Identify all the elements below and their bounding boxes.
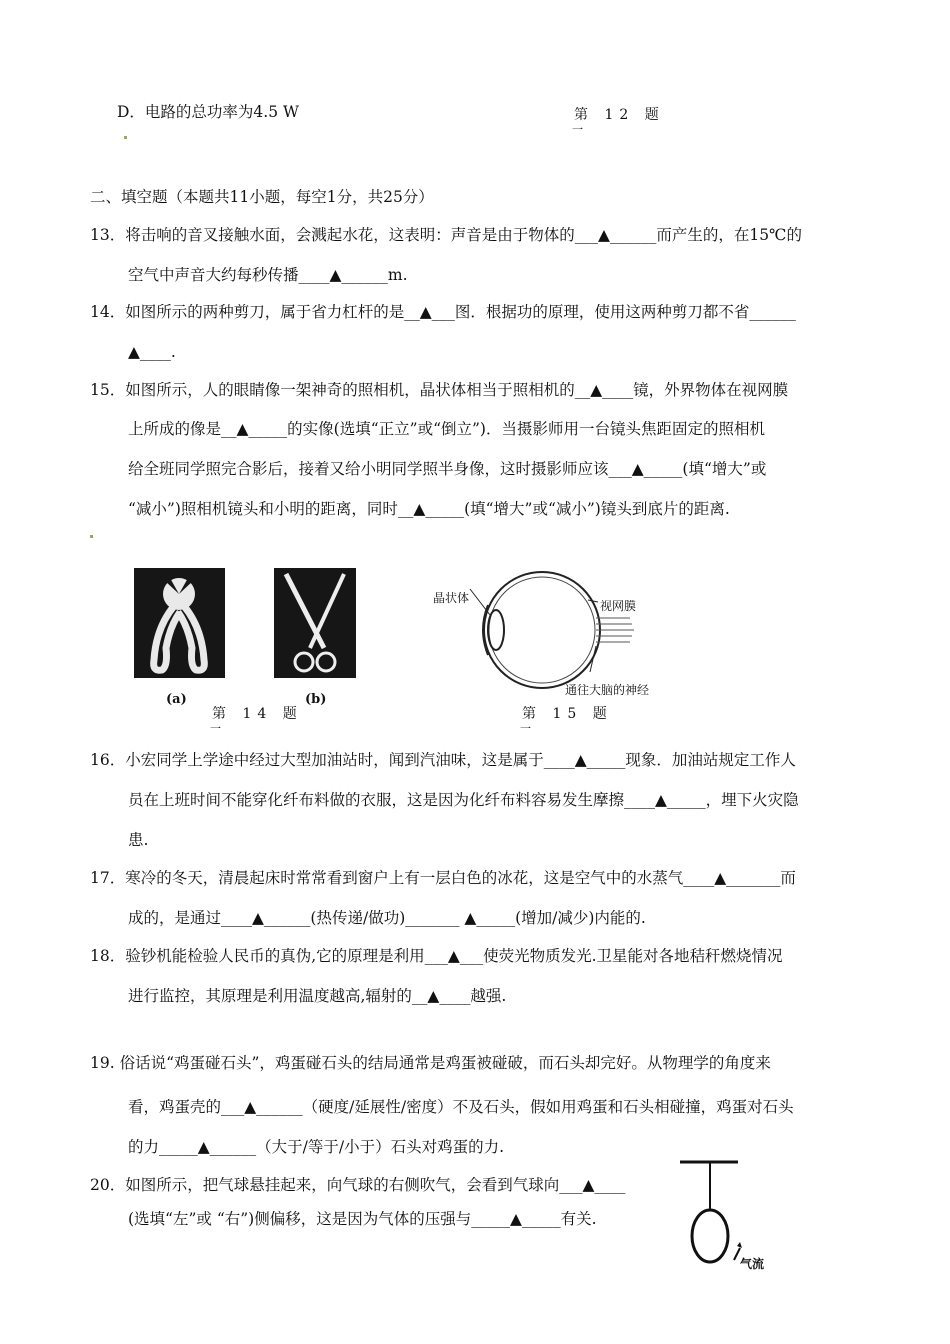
lens-label: 晶状体	[433, 591, 470, 605]
scan-mark	[124, 136, 127, 139]
fig14-label-a: (a)	[166, 692, 187, 707]
fig15-caption: 第 15 题	[522, 706, 613, 722]
q19-line1: 19. 俗话说“鸡蛋碰石头”，鸡蛋碰石头的结局通常是鸡蛋被碰破，而石头却完好。从物理学的角度来	[90, 1054, 771, 1072]
retina-label: 视网膜	[600, 599, 637, 613]
q16-line3: 患.	[128, 831, 149, 849]
q18-line2: 进行监控，其原理是利用温度越高,辐射的__▲____越强.	[128, 987, 507, 1005]
q16-line1: 16．小宏同学上学途中经过大型加油站时，闻到汽油味，这是属于____▲_____现象．加油站规定工作人	[90, 751, 796, 769]
q18-line1: 18．验钞机能检验人民币的真伪,它的原理是利用___▲___使荧光物质发光.卫星能对各地秸秆燃烧情况	[90, 947, 783, 965]
long-scissors-image-b	[274, 568, 356, 678]
fig14-dash: 一	[210, 722, 221, 735]
fig14-label-b: (b)	[305, 692, 327, 707]
option-d: D．电路的总功率为4.5 W	[117, 103, 299, 121]
pliers-scissors-image-a	[134, 568, 225, 678]
q20-line2: (选填“左”或 “右”)侧偏移，这是因为气体的压强与_____▲_____有关.	[128, 1210, 597, 1228]
q19-line3: 的力_____▲______（大于/等于/小于）石头对鸡蛋的力.	[128, 1138, 505, 1156]
q13-line1: 13．将击响的音叉接触水面，会溅起水花，这表明：声音是由于物体的___▲______而产生的，在15℃的	[90, 226, 802, 244]
q15-line2: 上所成的像是__▲_____的实像(选填“正立”或“倒立”)．当摄影师用一台镜头焦距固定的照相机	[128, 420, 765, 438]
q16-line2: 员在上班时间不能穿化纤布料做的衣服，这是因为化纤布料容易发生摩擦____▲_____，埋下火灾隐	[128, 791, 799, 809]
fig15-dash: 一	[520, 722, 531, 735]
q20-line1: 20．如图所示，把气球悬挂起来，向气球的右侧吹气，会看到气球向___▲____	[90, 1176, 626, 1194]
airflow-label: 气流	[740, 1257, 765, 1271]
fig14-caption: 第 14 题	[212, 706, 303, 722]
nerve-label: 通往大脑的神经	[565, 683, 650, 697]
q14-line1: 14．如图所示的两种剪刀，属于省力杠杆的是__▲___图．根据功的原理，使用这两种剪刀都不省______	[90, 303, 796, 321]
q19-line2: 看，鸡蛋壳的___▲______（硬度/延展性/密度）不及石头，假如用鸡蛋和石头相碰撞，鸡蛋对石头	[128, 1098, 794, 1116]
q17-line2: 成的，是通过____▲______(热传递/做功)_______ ▲_____(增加/减少)内能的.	[128, 909, 646, 927]
fig12-caption: 第 12 题	[574, 107, 665, 123]
eye-diagram	[430, 560, 670, 700]
section-heading: 二、填空题（本题共11小题，每空1分，共25分）	[90, 188, 434, 206]
fig12-dash: 一	[572, 123, 583, 136]
q14-line2: ▲____.	[128, 343, 176, 361]
balloon-diagram	[676, 1156, 786, 1276]
scan-mark	[90, 535, 93, 538]
q15-line4: “减小”)照相机镜头和小明的距离，同时__▲_____(填“增大”或“减小”)镜头到底片的距离.	[128, 500, 730, 518]
q17-line1: 17．寒冷的冬天，清晨起床时常常看到窗户上有一层白色的冰花，这是空气中的水蒸气____▲_______而	[90, 869, 796, 887]
q13-line2: 空气中声音大约每秒传播____▲______m.	[128, 266, 408, 284]
q15-line1: 15．如图所示，人的眼睛像一架神奇的照相机，晶状体相当于照相机的__▲____镜，外界物体在视网膜	[90, 381, 789, 399]
q15-line3: 给全班同学照完合影后，接着又给小明同学照半身像，这时摄影师应该___▲_____(填“增大”或	[128, 460, 767, 478]
